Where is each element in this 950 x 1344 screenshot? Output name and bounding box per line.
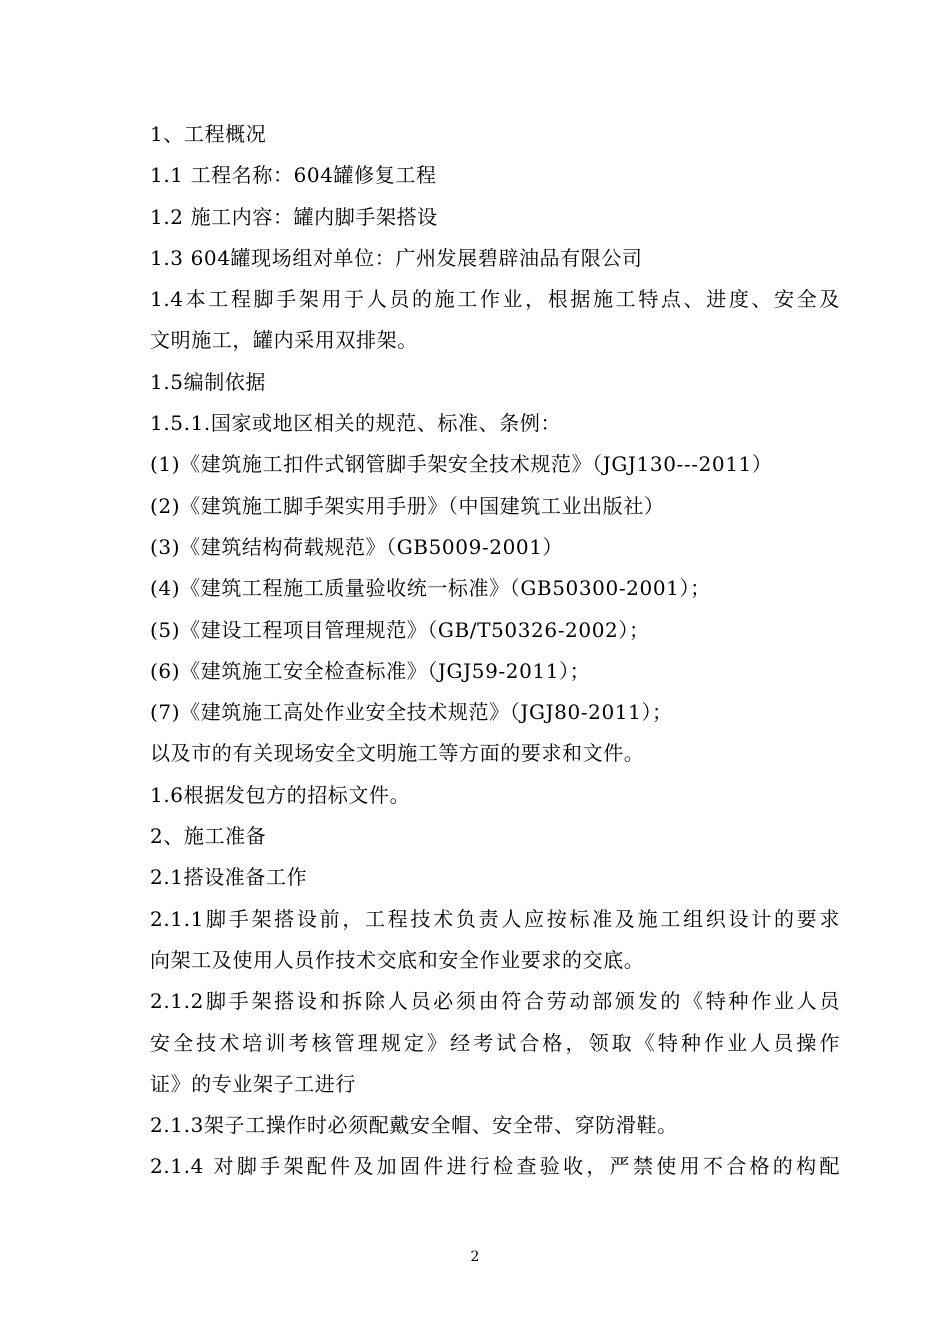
list-item: (6)《建筑施工安全检查标准》（JGJ59-2011）； [150,658,591,683]
paragraph-line: 1.5.1.国家或地区相关的规范、标准、条例： [150,411,562,436]
section-heading: 1、工程概况 [150,122,267,146]
paragraph-line: 1.4本工程脚手架用于人员的施工作业，根据施工特点、进度、安全及 [150,287,840,312]
document-body [150,114,840,1188]
paragraph-line: 以及市的有关现场安全文明施工等方面的要求和文件。 [150,741,645,766]
paragraph-line: 安全技术培训考核管理规定》经考试合格，领取《特种作业人员操作 [150,1030,840,1055]
paragraph-line: 2.1.4 对脚手架配件及加固件进行检查验收，严禁使用不合格的构配 [150,1154,840,1179]
subsection-heading: 2.1搭设准备工作 [150,865,308,890]
page-number: 2 [470,1249,480,1265]
paragraph-line: 2.1.3架子工操作时必须配戴安全帽、安全带、穿防滑鞋。 [150,1113,678,1138]
list-item: (5)《建设工程项目管理规范》（GB/T50326-2002）； [150,617,650,642]
paragraph-line: 1.6根据发包方的招标文件。 [150,782,411,807]
paragraph-line: 向架工及使用人员作技术交底和安全作业要求的交底。 [150,947,645,972]
section-heading: 2、施工准备 [150,824,267,849]
paragraph-line: 1.3 604罐现场组对单位：广州发展碧辟油品有限公司 [150,245,643,270]
paragraph-line: 2.1.1脚手架搭设前，工程技术负责人应按标准及施工组织设计的要求 [150,906,840,931]
paragraph-line: 2.1.2脚手架搭设和拆除人员必须由符合劳动部颁发的《特种作业人员 [150,989,840,1014]
list-item: (3)《建筑结构荷载规范》（GB5009-2001） [150,534,564,559]
list-item: (1)《建筑施工扣件式钢管脚手架安全技术规范》（JGJ130---2011） [150,452,773,477]
subsection-heading: 1.5编制依据 [150,369,267,394]
list-item: (4)《建筑工程施工质量验收统一标准》（GB50300-2001）； [150,576,711,601]
paragraph-line: 1.2 施工内容：罐内脚手架搭设 [150,204,438,229]
paragraph-line: 证》的专业架子工进行 [150,1071,356,1096]
list-item: (2)《建筑施工脚手架实用手册》（中国建筑工业出版社） [150,493,665,518]
paragraph-line: 文明施工，罐内采用双排架。 [150,328,418,353]
paragraph-line: 1.1 工程名称：604罐修复工程 [150,163,437,188]
list-item: (7)《建筑施工高处作业安全技术规范》（JGJ80-2011）； [150,700,673,725]
